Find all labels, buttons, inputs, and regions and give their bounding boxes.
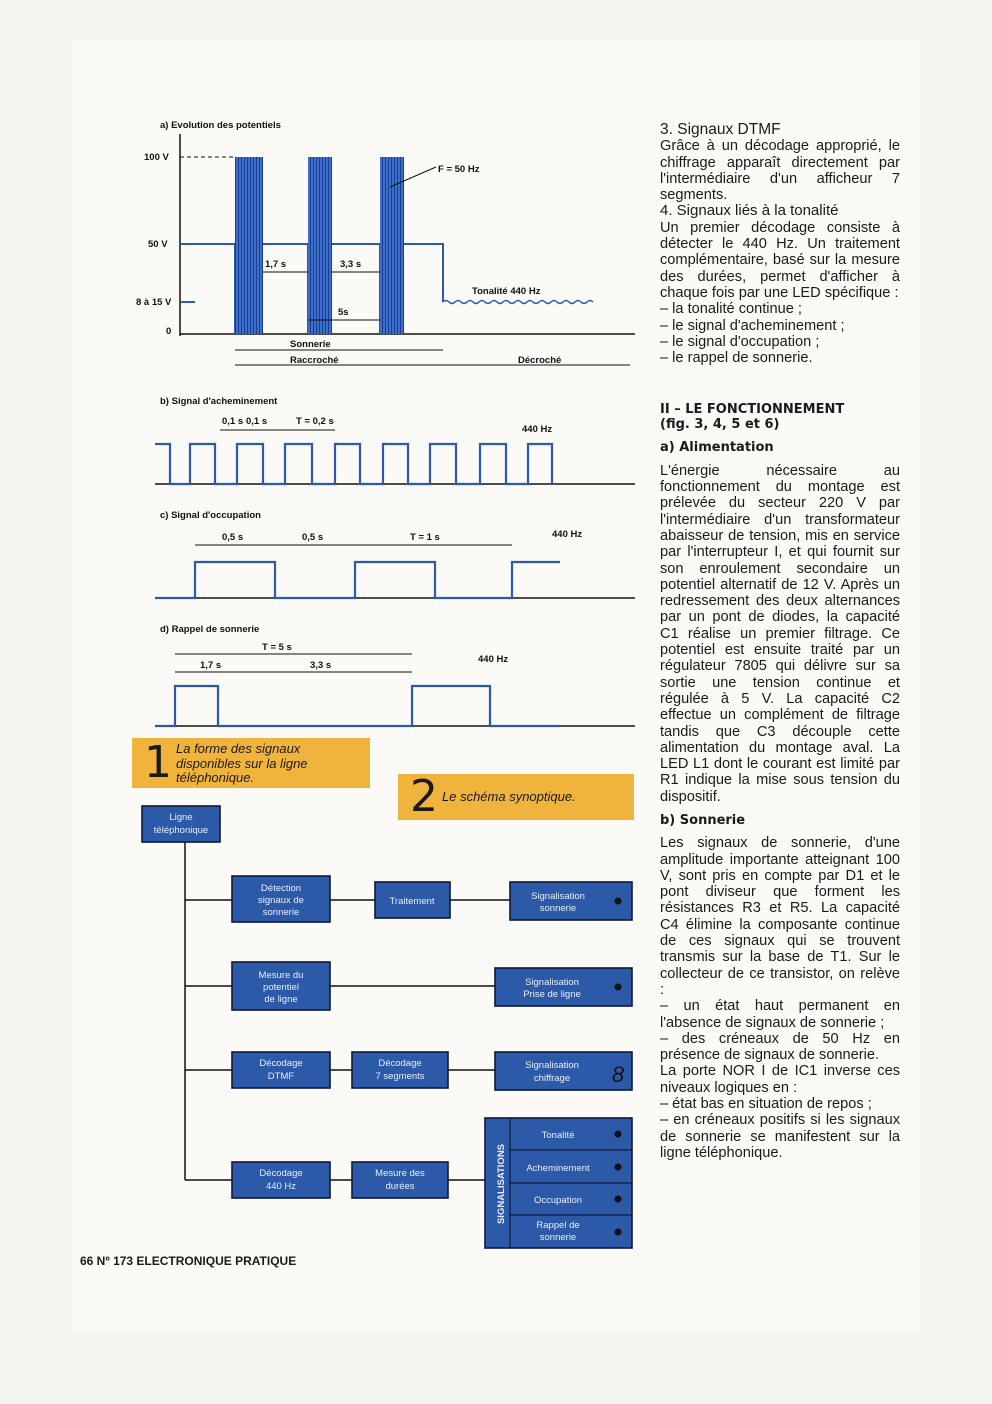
label-33s: 3,3 s (340, 259, 362, 270)
caption-1-text: La forme des signaux disponibles sur la ligne téléphonique. (176, 741, 308, 785)
section-title: II – LE FONCTIONNEMENT (660, 402, 845, 418)
list-item: – le signal d'acheminement ; (660, 317, 845, 334)
subheading-alimentation: a) Alimentation (660, 440, 774, 456)
svg-text:Rappel de: Rappel de (536, 1220, 580, 1231)
svg-text:Occupation: Occupation (533, 1195, 583, 1206)
caption-2-number: 2 (410, 771, 438, 822)
fig-d-title: d) Rappel de sonnerie (160, 624, 260, 635)
label-c-440: 440 Hz (552, 529, 583, 540)
page-footer: 66 Nº 173 ELECTRONIQUE PRATIQUE (80, 1254, 297, 1268)
label-c-t1: T = 1 s (410, 532, 440, 543)
box-traitement (375, 882, 450, 918)
svg-text:chiffrage: chiffrage (533, 1073, 571, 1084)
label-c-05s-b: 0,5 s (302, 532, 324, 543)
svg-text:8: 8 (611, 1062, 625, 1087)
svg-text:440 Hz: 440 Hz (265, 1181, 297, 1192)
label-8-15v: 8 à 15 V (136, 297, 172, 308)
list-item: – la tonalité continue ; (660, 301, 802, 318)
subheading-sonnerie: b) Sonnerie (660, 812, 746, 828)
svg-text:SIGNALISATIONS: SIGNALISATIONS (496, 1143, 507, 1225)
bullet-3: – état bas en situation de repos ; (660, 1096, 872, 1113)
heading-3: 3. Signaux DTMF (660, 121, 781, 138)
label-5s: 5s (338, 307, 349, 318)
box-sig-prise (495, 968, 632, 1006)
label-b-440: 440 Hz (522, 424, 553, 435)
svg-text:Mesure du: Mesure du (258, 970, 304, 981)
svg-text:Décodage: Décodage (259, 1058, 303, 1069)
para-4: Un premier décodage consiste à détecter le 440 Hz. Un traitement complémentaire, basé sur la mesure des durées, permet d'afficher à chaque fois par une LED spécifique : (660, 219, 900, 301)
list-tonalite (660, 301, 900, 366)
fig-b-title: b) Signal d'acheminement (160, 396, 278, 407)
label-decroche: Décroché (518, 355, 562, 366)
svg-text:Détection: Détection (260, 883, 302, 894)
figure-waveforms (136, 112, 640, 732)
box-440 (232, 1162, 330, 1198)
label-c-05s-a: 0,5 s (222, 532, 244, 543)
svg-text:téléphonique: téléphonique (153, 825, 209, 836)
text-column (660, 122, 900, 1161)
svg-text:Acheminement: Acheminement (526, 1163, 590, 1174)
label-50v: 50 V (148, 239, 168, 250)
svg-text:signaux de: signaux de (258, 895, 304, 906)
box-ligne (142, 806, 220, 842)
svg-text:sonnerie: sonnerie (539, 903, 577, 914)
label-raccroche: Raccroché (290, 355, 339, 366)
svg-text:Signalisation: Signalisation (525, 1060, 579, 1071)
svg-text:sonnerie: sonnerie (262, 907, 300, 918)
block-diagram (120, 800, 650, 1260)
bullet-2: – des créneaux de 50 Hz en présence de signaux de sonnerie. (660, 1030, 900, 1064)
svg-text:Traitement: Traitement (389, 896, 435, 907)
svg-text:Tonalité: Tonalité (541, 1130, 575, 1141)
box-7seg (352, 1052, 448, 1088)
box-detection (232, 876, 330, 922)
caption-1 (132, 738, 370, 788)
fig-a-title: a) Evolution des potentiels (160, 120, 281, 131)
para-sonnerie: Les signaux de sonnerie, d'une amplitude importante atteignant 100 V, sont pris en compte par D1 et le pont diviseur que forment les résistances R3 et R5. La capacité C4 élimine la composante continue de ces signaux qui se trouvent transmis sur la base de T1. Sur le collecteur de ce transistor, on relève : (660, 835, 900, 998)
svg-text:Décodage: Décodage (259, 1168, 303, 1179)
bullet-4: – en créneaux positifs si les signaux de sonnerie se manifestent sur la ligne téléphonique. (660, 1112, 900, 1161)
box-mesure (232, 962, 330, 1010)
svg-text:potentiel: potentiel (263, 982, 299, 993)
svg-text:Ligne: Ligne (169, 812, 193, 823)
label-d-t5: T = 5 s (262, 642, 292, 653)
label-sonnerie: Sonnerie (290, 339, 331, 350)
box-durees (352, 1162, 448, 1198)
label-f50: F = 50 Hz (438, 164, 480, 175)
label-d-17s: 1,7 s (200, 660, 222, 671)
section-subtitle: (fig. 3, 4, 5 et 6) (660, 417, 780, 433)
caption-1-number: 1 (144, 737, 172, 788)
label-0: 0 (166, 326, 172, 337)
label-d-440: 440 Hz (478, 654, 509, 665)
svg-text:Mesure des: Mesure des (375, 1168, 425, 1179)
svg-text:7 segments: 7 segments (375, 1071, 425, 1082)
svg-text:de ligne: de ligne (264, 994, 298, 1005)
svg-text:durées: durées (385, 1181, 415, 1192)
list-item: – le rappel de sonnerie. (660, 350, 813, 367)
para-3: Grâce à un décodage approprié, le chiffrage apparaît directement par l'intermédiaire d'un afficheur 7 segments. (660, 138, 900, 204)
svg-text:Signalisation: Signalisation (531, 891, 585, 902)
label-17s: 1,7 s (265, 259, 287, 270)
label-100v: 100 V (144, 152, 169, 163)
label-b-t02: T = 0,2 s (296, 416, 334, 427)
heading-4: 4. Signaux liés à la tonalité (660, 202, 839, 220)
svg-text:Signalisation: Signalisation (525, 977, 579, 988)
svg-text:Décodage: Décodage (378, 1058, 422, 1069)
para-nor: La porte NOR I de IC1 inverse ces niveaux logiques en : (660, 1063, 900, 1096)
list-item: – le signal d'occupation ; (660, 333, 820, 350)
label-b-01s-b: 0,1 s (246, 416, 268, 427)
box-sig-chiffrage (495, 1052, 632, 1090)
label-d-33s: 3,3 s (310, 660, 332, 671)
svg-text:Prise de ligne: Prise de ligne (523, 989, 581, 1000)
fig-c-title: c) Signal d'occupation (160, 510, 261, 521)
box-dtmf (232, 1052, 330, 1088)
label-b-01s-a: 0,1 s (222, 416, 244, 427)
box-signalisations (485, 1118, 632, 1248)
label-tonalite: Tonalité 440 Hz (472, 286, 541, 297)
svg-text:sonnerie: sonnerie (539, 1232, 577, 1243)
caption-2-text: Le schéma synoptique. (442, 789, 576, 804)
svg-text:DTMF: DTMF (267, 1071, 295, 1082)
box-sig-sonnerie (510, 882, 632, 920)
para-alimentation: L'énergie nécessaire au fonctionnement du montage est prélevée du secteur 220 V par l'intermédiaire d'un transformateur abaisseur de tension, mis en service par l'interrupteur I, et qui fournit sur son enroulement secondaire un potentiel alternatif de 12 V. Après un redressement des deux alternances par un pont de diodes, la capacité C1 réalise un premier filtrage. Ce potentiel est ensuite traité par un régulateur 7805 qui délivre sur sa sortie une tension continue et régulée à 5 V. La capacité C2 effectue un complément de filtrage tandis que C3 découple cette alimentation du montage aval. La LED L1 dont le courant est limité par R1 indique la mise sous tension du dispositif. (660, 462, 900, 805)
bullet-1: – un état haut permanent en l'absence de signaux de sonnerie ; (660, 998, 900, 1031)
